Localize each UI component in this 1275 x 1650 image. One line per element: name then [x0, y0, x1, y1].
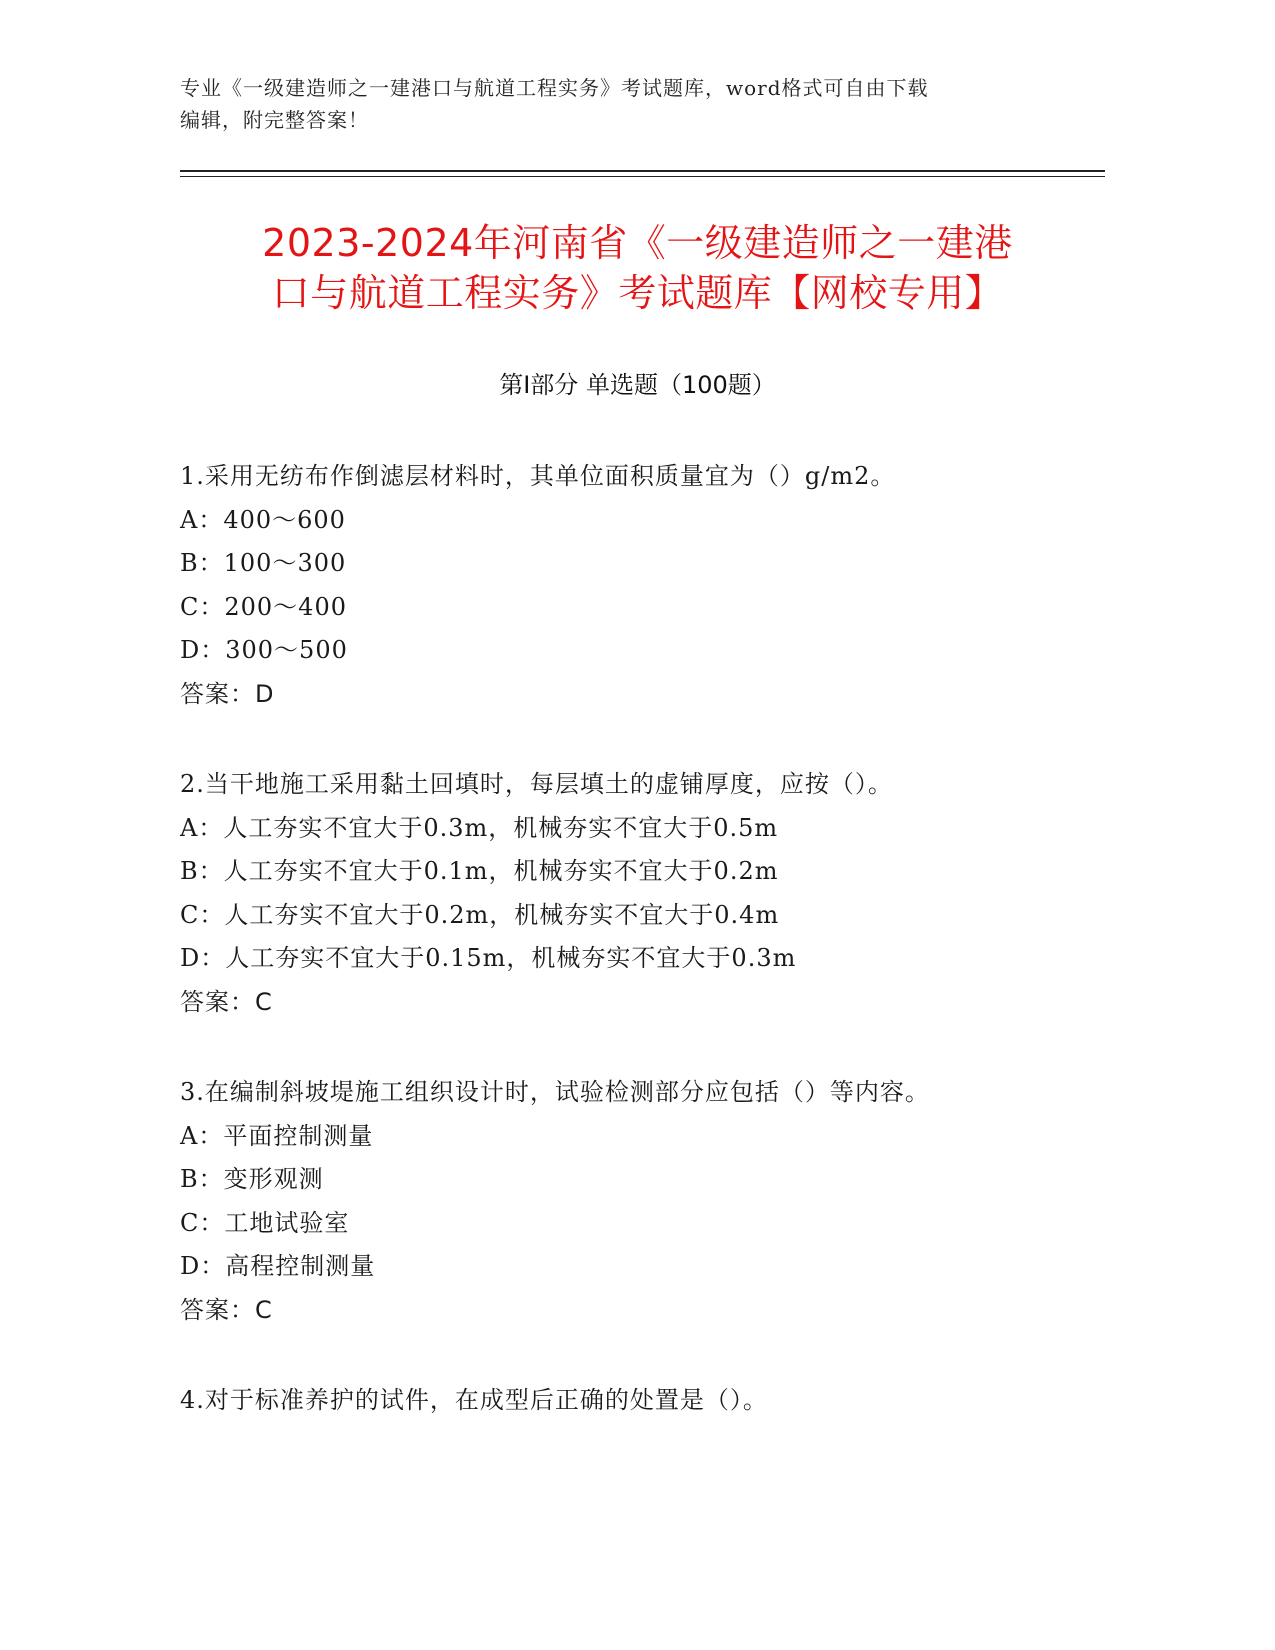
- question-4: [180, 1379, 1120, 1423]
- header-rule-thin: [180, 176, 1105, 177]
- option-b: B：变形观测: [180, 1165, 324, 1193]
- header-note-line-1: 专业《一级建造师之一建港口与航道工程实务》考试题库，word格式可自由下载: [180, 76, 929, 100]
- header-note: [180, 72, 1060, 136]
- option-d: D：高程控制测量: [180, 1252, 376, 1280]
- option-a: A：人工夯实不宜大于0.3m，机械夯实不宜大于0.5m: [180, 813, 779, 842]
- answer: 答案：C: [180, 987, 273, 1016]
- option-d: D：300～500: [180, 636, 348, 664]
- question-2: [180, 763, 1120, 1024]
- question-stem: 2.当干地施工采用黏土回填时，每层填土的虚铺厚度，应按（）。: [180, 770, 893, 798]
- option-c: C：工地试验室: [180, 1208, 350, 1237]
- question-1: [180, 455, 1120, 716]
- option-c: C：200～400: [180, 592, 347, 621]
- question-stem: 3.在编制斜坡堤施工组织设计时，试验检测部分应包括（）等内容。: [180, 1078, 930, 1106]
- document-title-line-1: 2023-2024年河南省《一级建造师之一建港: [262, 221, 1013, 265]
- option-c: C：人工夯实不宜大于0.2m，机械夯实不宜大于0.4m: [180, 900, 780, 929]
- document-title-line-2: 口与航道工程实务》考试题库【网校专用】: [271, 271, 1004, 315]
- option-a: A：平面控制测量: [180, 1121, 374, 1150]
- section-heading: 第Ⅰ部分 单选题（100题）: [499, 371, 776, 399]
- header-rule-thick: [180, 170, 1105, 172]
- document-title: [150, 218, 1125, 318]
- answer: 答案：D: [180, 679, 275, 708]
- answer: 答案：C: [180, 1295, 273, 1324]
- option-b: B：人工夯实不宜大于0.1m，机械夯实不宜大于0.2m: [180, 857, 779, 885]
- question-list: [180, 455, 1120, 1470]
- question-3: [180, 1071, 1120, 1332]
- question-stem: 4.对于标准养护的试件，在成型后正确的处置是（）。: [180, 1386, 768, 1414]
- option-d: D：人工夯实不宜大于0.15m，机械夯实不宜大于0.3m: [180, 944, 797, 972]
- option-a: A：400～600: [180, 505, 346, 534]
- option-b: B：100～300: [180, 549, 347, 577]
- question-stem: 1.采用无纺布作倒滤层材料时，其单位面积质量宜为（）g/m2。: [180, 462, 896, 490]
- header-note-line-2: 编辑，附完整答案！: [180, 108, 369, 132]
